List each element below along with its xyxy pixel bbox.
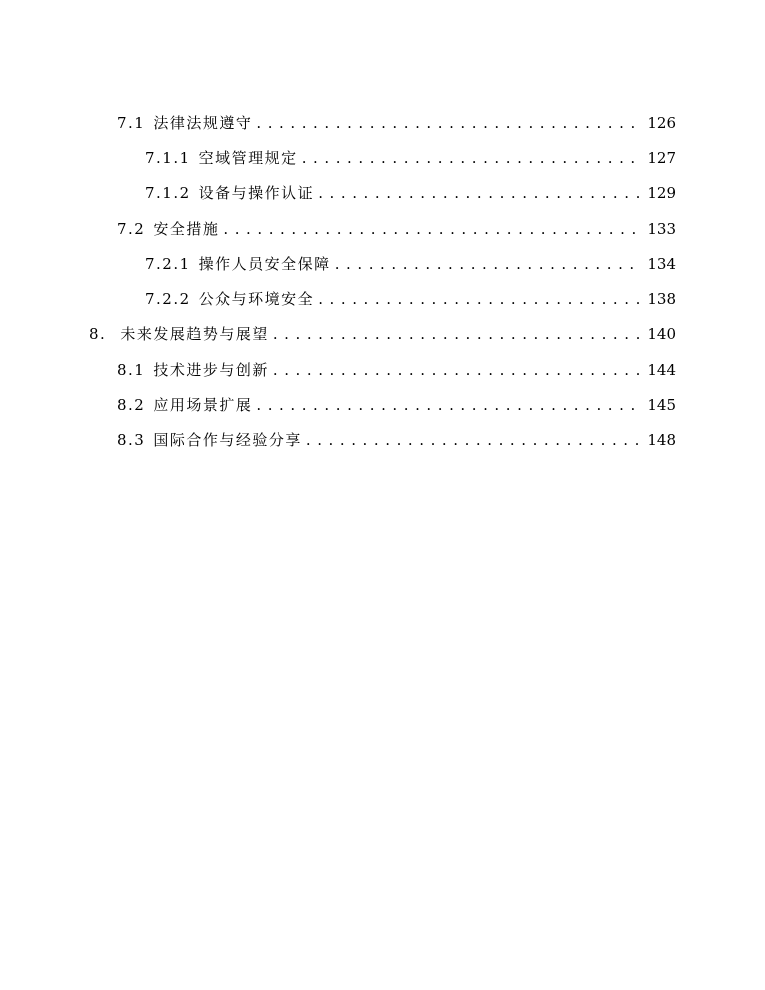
toc-entry-8-1[interactable] xyxy=(117,359,676,381)
page-number: 144 xyxy=(647,361,676,379)
section-title: 操作人员安全保障 xyxy=(198,255,331,273)
toc-entry-7-1-1[interactable] xyxy=(145,147,676,169)
leader-dots xyxy=(256,396,639,414)
leader-dots xyxy=(273,361,639,379)
section-number: 7.1 xyxy=(117,114,146,132)
section-title: 设备与操作认证 xyxy=(198,184,315,202)
section-title: 国际合作与经验分享 xyxy=(153,431,302,449)
leader-dots xyxy=(273,325,646,343)
toc-entry-7-2[interactable] xyxy=(117,218,676,240)
section-title: 空域管理规定 xyxy=(198,149,298,167)
leader-dots xyxy=(306,431,639,449)
section-title: 应用场景扩展 xyxy=(153,396,253,414)
section-number: 7.2.1 xyxy=(145,255,191,273)
section-number: 7.1.2 xyxy=(145,184,191,202)
toc-entry-8-2[interactable] xyxy=(117,394,676,416)
leader-dots xyxy=(318,184,639,202)
section-number: 8.1 xyxy=(117,361,146,379)
toc-entry-7-1[interactable] xyxy=(117,112,676,134)
page-number: 127 xyxy=(647,149,676,167)
section-title: 公众与环境安全 xyxy=(198,290,315,308)
toc-entry-8-3[interactable] xyxy=(117,429,676,451)
leader-dots xyxy=(335,255,640,273)
page-number: 126 xyxy=(647,114,676,132)
section-number: 7.1.1 xyxy=(145,149,191,167)
leader-dots xyxy=(318,290,639,308)
page-number: 133 xyxy=(647,220,676,238)
leader-dots xyxy=(256,114,639,132)
toc-entry-7-2-2[interactable] xyxy=(145,288,676,310)
page-number: 138 xyxy=(647,290,676,308)
section-number: 8.3 xyxy=(117,431,146,449)
toc-entry-7-2-1[interactable] xyxy=(145,253,676,275)
page-number: 145 xyxy=(647,396,676,414)
leader-dots xyxy=(223,220,639,238)
section-title: 法律法规遵守 xyxy=(153,114,253,132)
section-number: 7.2.2 xyxy=(145,290,191,308)
toc-entry-7-1-2[interactable] xyxy=(145,182,676,204)
page-number: 134 xyxy=(647,255,676,273)
section-title: 技术进步与创新 xyxy=(153,361,269,379)
section-number: 8.2 xyxy=(117,396,146,414)
page-number: 148 xyxy=(647,431,676,449)
page-number: 140 xyxy=(647,325,676,343)
toc-entry-8[interactable] xyxy=(89,323,676,345)
leader-dots xyxy=(302,149,640,167)
section-number: 7.2 xyxy=(117,220,146,238)
section-title: 安全措施 xyxy=(153,220,220,238)
section-title: 未来发展趋势与展望 xyxy=(120,325,269,343)
section-number: 8. xyxy=(89,325,107,343)
page-number: 129 xyxy=(647,184,676,202)
